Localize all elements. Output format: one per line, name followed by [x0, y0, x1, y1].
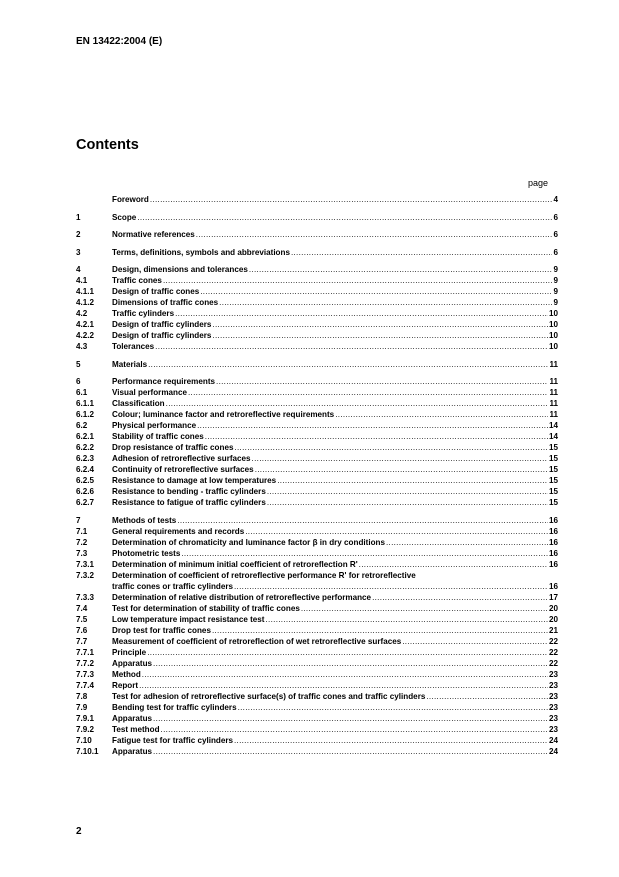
- toc-entry-number: 7.7.4: [76, 680, 95, 690]
- toc-entry-title: Foreword: [112, 195, 149, 204]
- toc-entry-title: Scope: [112, 212, 137, 222]
- toc-entry-title: Design of traffic cones: [112, 287, 200, 296]
- toc-leader-dots: [219, 297, 552, 308]
- toc-entry-number: 7.1: [76, 526, 88, 536]
- toc-leader-dots: [266, 614, 548, 625]
- page-number: 2: [76, 826, 82, 837]
- toc-entry-page: 16: [548, 559, 558, 569]
- toc-entry-page: 15: [548, 465, 558, 474]
- toc-leader-dots: [155, 341, 548, 352]
- toc-entry-page: 22: [548, 658, 558, 668]
- toc-entry-page: 21: [548, 625, 558, 635]
- toc-leader-dots: [197, 420, 548, 431]
- toc-leader-dots: [372, 592, 548, 603]
- toc-entry-page: 24: [548, 735, 558, 745]
- toc-entry-number: 6.1.2: [76, 410, 95, 419]
- toc-leader-dots: [161, 724, 548, 735]
- toc-leader-dots: [181, 548, 548, 559]
- toc-leader-dots: [234, 581, 548, 592]
- toc-entry[interactable]: [76, 515, 558, 526]
- toc-leader-dots: [249, 264, 553, 275]
- toc-leader-dots: [267, 497, 548, 508]
- toc-entry-number: 6.2.3: [76, 454, 95, 463]
- toc-entry-page: 20: [548, 614, 558, 624]
- toc-entry[interactable]: [76, 475, 558, 486]
- toc-leader-dots: [166, 398, 549, 409]
- toc-entry-title: Principle: [112, 647, 147, 657]
- toc-entry[interactable]: [76, 702, 558, 713]
- toc-leader-dots: [177, 515, 548, 526]
- toc-entry-number: 7.9: [76, 702, 88, 712]
- toc-entry-title: Test for adhesion of retroreflective surface(s) of traffic cones and traffic cylinders: [112, 691, 426, 701]
- toc-entry-number: 4.2: [76, 309, 88, 318]
- toc-entry-page: 15: [548, 476, 558, 485]
- toc-entry-title: Resistance to damage at low temperatures: [112, 476, 277, 485]
- toc-entry-title: Methods of tests: [112, 515, 177, 525]
- toc-entry-number: 7.6: [76, 625, 88, 635]
- toc-entry-number: 7.7: [76, 636, 88, 646]
- toc-entry-title: Resistance to bending - traffic cylinders: [112, 487, 266, 496]
- toc-entry-number: 6: [76, 377, 81, 386]
- toc-entry[interactable]: [76, 420, 558, 431]
- toc-entry-number: 6.2: [76, 421, 88, 430]
- toc-entry-page: 15: [548, 454, 558, 463]
- toc-entry-number: 7.8: [76, 691, 88, 701]
- toc-leader-dots: [139, 680, 548, 691]
- toc-entry-number: 6.1.1: [76, 399, 95, 408]
- toc-leader-dots: [234, 735, 548, 746]
- toc-entry[interactable]: [76, 264, 558, 275]
- toc-entry-number: 6.1: [76, 388, 88, 397]
- toc-entry-page: 10: [548, 331, 558, 340]
- toc-entry-number: 4.1: [76, 276, 88, 285]
- toc-entry-page: 20: [548, 603, 558, 613]
- toc-leader-dots: [175, 308, 548, 319]
- toc-leader-dots: [200, 286, 552, 297]
- page-column-label: page: [527, 178, 548, 188]
- toc-entry-page: 17: [548, 592, 558, 602]
- toc-entry-page: 16: [548, 548, 558, 558]
- toc-entry[interactable]: [76, 680, 558, 691]
- toc-entry-page: 24: [548, 746, 558, 756]
- document-header: EN 13422:2004 (E): [76, 36, 163, 47]
- toc-entry-title: Determination of chromaticity and luminance factor β in dry conditions: [112, 537, 385, 547]
- toc-entry-number: 7.7.2: [76, 658, 95, 668]
- toc-entry-number: 7.3.1: [76, 559, 95, 569]
- toc-entry-number: 3: [76, 247, 81, 257]
- toc-leader-dots: [216, 376, 548, 387]
- toc-entry[interactable]: [76, 526, 558, 537]
- toc-entry-page: 6: [553, 212, 558, 222]
- toc-leader-dots: [137, 212, 552, 223]
- toc-entry-page: 11: [549, 359, 558, 369]
- toc-leader-dots: [234, 442, 548, 453]
- toc-entry-title: Report: [112, 680, 139, 690]
- toc-leader-dots: [212, 330, 548, 341]
- toc-entry-title-continued: traffic cones or traffic cylinders: [112, 581, 233, 591]
- toc-entry-page: 11: [549, 388, 558, 397]
- toc-entry-number: 7.3.3: [76, 592, 95, 602]
- toc-leader-dots: [148, 359, 548, 370]
- toc-entry[interactable]: [76, 359, 558, 370]
- toc-entry-number: 2: [76, 230, 81, 239]
- toc-entry-page: 11: [549, 377, 558, 386]
- toc-entry-number: 7.4: [76, 603, 88, 613]
- toc-leader-dots: [245, 526, 548, 537]
- toc-entry-title: Classification: [112, 399, 165, 408]
- toc-entry-page: 9: [553, 265, 558, 274]
- toc-entry-number: 7.9.1: [76, 713, 95, 723]
- toc-entry-title: Determination of relative distribution of retroreflective performance: [112, 592, 372, 602]
- toc-entry[interactable]: [76, 442, 558, 453]
- toc-entry-title: Determination of minimum initial coefficient of retroreflection R': [112, 559, 358, 569]
- toc-entry-title: Colour; luminance factor and retroreflective requirements: [112, 410, 335, 419]
- toc-entry-title: Test for determination of stability of traffic cones: [112, 603, 300, 613]
- toc-entry[interactable]: [76, 409, 558, 420]
- toc-entry-page: 15: [548, 498, 558, 507]
- toc-entry-number: 4.2.1: [76, 320, 95, 329]
- toc-entry[interactable]: [76, 376, 558, 387]
- toc-entry-title: Continuity of retroreflective surfaces: [112, 465, 254, 474]
- toc-entry[interactable]: [76, 636, 558, 647]
- toc-entry[interactable]: [76, 341, 558, 352]
- toc-entry-number: 6.2.1: [76, 432, 95, 441]
- toc-entry-title: Resistance to fatigue of traffic cylinders: [112, 498, 266, 507]
- toc-leader-dots: [153, 658, 548, 669]
- toc-entry-number: 7.10: [76, 735, 92, 745]
- toc-entry-page: 16: [548, 526, 558, 536]
- toc-entry-title: Design of traffic cylinders: [112, 320, 212, 329]
- toc-leader-dots: [212, 319, 548, 330]
- toc-entry[interactable]: [76, 319, 558, 330]
- toc-entry[interactable]: [76, 431, 558, 442]
- toc-entry-page: 23: [548, 702, 558, 712]
- toc-entry-page: 14: [548, 432, 558, 441]
- toc-entry-page: 22: [548, 647, 558, 657]
- toc-entry-number: 6.2.2: [76, 443, 95, 452]
- toc-entry-number: 7.9.2: [76, 724, 95, 734]
- toc-leader-dots: [163, 275, 553, 286]
- toc-entry[interactable]: [76, 603, 558, 614]
- toc-entry-page: 4: [553, 195, 558, 204]
- toc-entry-number: 6.2.5: [76, 476, 95, 485]
- toc-entry-title: Visual performance: [112, 388, 187, 397]
- toc-entry[interactable]: [76, 548, 558, 559]
- toc-entry-number: 5: [76, 359, 81, 369]
- toc-entry-number: 7.3: [76, 548, 88, 558]
- toc-entry-number: 6.2.7: [76, 498, 95, 507]
- toc-entry[interactable]: [76, 647, 558, 658]
- toc-entry-number: 7.5: [76, 614, 88, 624]
- toc-entry-page: 11: [549, 410, 558, 419]
- toc-entry-number: 7.3.2: [76, 570, 95, 580]
- toc-leader-dots: [147, 647, 548, 658]
- toc-entry-number: 4.2.2: [76, 331, 95, 340]
- toc-entry[interactable]: [76, 724, 558, 735]
- toc-entry-page: 23: [548, 691, 558, 701]
- toc-entry[interactable]: [76, 625, 558, 636]
- toc-leader-dots: [277, 475, 548, 486]
- toc-entry-number: 7.7.3: [76, 669, 95, 679]
- toc-entry[interactable]: [76, 559, 558, 570]
- toc-leader-dots: [267, 486, 548, 497]
- toc-entry-page: 16: [548, 581, 558, 591]
- toc-entry[interactable]: [76, 247, 558, 258]
- toc-leader-dots: [359, 559, 548, 570]
- toc-entry-page: 9: [553, 287, 558, 296]
- toc-entry[interactable]: [76, 286, 558, 297]
- toc-entry-page: 23: [548, 724, 558, 734]
- toc-entry-number: 4: [76, 265, 81, 274]
- toc-entry[interactable]: [76, 614, 558, 625]
- toc-leader-dots: [205, 431, 548, 442]
- toc-entry-page: 10: [548, 342, 558, 351]
- toc-entry[interactable]: [76, 398, 558, 409]
- toc-entry-page: 10: [548, 309, 558, 318]
- toc-entry-title: Materials: [112, 359, 148, 369]
- toc-entry-title: Design of traffic cylinders: [112, 331, 212, 340]
- toc-entry-title: Low temperature impact resistance test: [112, 614, 265, 624]
- toc-entry-title: Photometric tests: [112, 548, 181, 558]
- toc-entry-page: 16: [548, 537, 558, 547]
- toc-entry-page: 22: [548, 636, 558, 646]
- toc-entry-title: General requirements and records: [112, 526, 245, 536]
- toc-entry-page: 6: [553, 247, 558, 257]
- toc-entry[interactable]: [76, 746, 558, 757]
- toc-entry[interactable]: [76, 387, 558, 398]
- toc-entry-page: 15: [548, 443, 558, 452]
- toc-entry[interactable]: [76, 735, 558, 746]
- table-of-contents: [76, 194, 558, 757]
- toc-entry[interactable]: [76, 537, 558, 548]
- toc-entry-title: Tolerances: [112, 342, 155, 351]
- toc-leader-dots: [291, 247, 553, 258]
- toc-entry-title: Physical performance: [112, 421, 197, 430]
- toc-entry[interactable]: [76, 669, 558, 680]
- toc-entry-title: Test method: [112, 724, 160, 734]
- toc-entry-title: Determination of coefficient of retroreflective performance R' for retroreflective: [112, 570, 416, 580]
- toc-entry[interactable]: [76, 570, 558, 592]
- toc-entry-title: Design, dimensions and tolerances: [112, 265, 248, 274]
- toc-entry-page: 14: [548, 421, 558, 430]
- toc-entry-page: 16: [548, 515, 558, 525]
- toc-entry[interactable]: [76, 464, 558, 475]
- toc-leader-dots: [426, 691, 548, 702]
- toc-entry-page: 9: [553, 298, 558, 307]
- toc-leader-dots: [238, 702, 548, 713]
- toc-entry[interactable]: [76, 691, 558, 702]
- toc-entry-page: 23: [548, 713, 558, 723]
- toc-entry-page: 23: [548, 669, 558, 679]
- toc-entry[interactable]: [76, 330, 558, 341]
- toc-entry-title: Dimensions of traffic cones: [112, 298, 219, 307]
- toc-entry-title: Drop test for traffic cones: [112, 625, 211, 635]
- toc-entry-title: Fatigue test for traffic cylinders: [112, 735, 233, 745]
- toc-entry[interactable]: [76, 497, 558, 508]
- toc-leader-dots: [153, 746, 548, 757]
- toc-entry-title: Measurement of coefficient of retroreflection of wet retroreflective surfaces: [112, 636, 402, 646]
- toc-entry-number: 7.10.1: [76, 746, 99, 756]
- toc-entry[interactable]: [76, 658, 558, 669]
- toc-entry-page: 23: [548, 680, 558, 690]
- toc-entry-page: 15: [548, 487, 558, 496]
- toc-entry-number: 1: [76, 212, 81, 222]
- toc-entry-number: 6.2.4: [76, 465, 95, 474]
- toc-entry-title: Adhesion of retroreflective surfaces: [112, 454, 251, 463]
- toc-entry-page: 11: [549, 399, 558, 408]
- toc-entry-page: 10: [548, 320, 558, 329]
- toc-entry-title: Stability of traffic cones: [112, 432, 204, 441]
- page-title: Contents: [76, 137, 139, 153]
- toc-entry-title: Traffic cylinders: [112, 309, 175, 318]
- toc-entry-number: 6.2.6: [76, 487, 95, 496]
- toc-entry-page: 9: [553, 276, 558, 285]
- toc-entry-number: 7.2: [76, 537, 88, 547]
- toc-entry-number: 4.1.2: [76, 298, 95, 307]
- toc-entry-title: Bending test for traffic cylinders: [112, 702, 237, 712]
- toc-leader-dots: [402, 636, 548, 647]
- toc-entry-title: Method: [112, 669, 141, 679]
- toc-entry[interactable]: [76, 713, 558, 724]
- toc-entry-title: Terms, definitions, symbols and abbreviations: [112, 247, 290, 257]
- toc-entry-number: 7.7.1: [76, 647, 95, 657]
- toc-entry[interactable]: [76, 308, 558, 319]
- toc-entry-title: Drop resistance of traffic cones: [112, 443, 234, 452]
- toc-leader-dots: [301, 603, 548, 614]
- toc-leader-dots: [142, 669, 548, 680]
- toc-entry-title: Apparatus: [112, 713, 153, 723]
- toc-entry-number: 7: [76, 515, 81, 525]
- toc-entry-number: 4.1.1: [76, 287, 95, 296]
- toc-leader-dots: [153, 713, 548, 724]
- toc-entry-title: Traffic cones: [112, 276, 162, 285]
- toc-leader-dots: [255, 464, 548, 475]
- toc-leader-dots: [212, 625, 548, 636]
- toc-entry[interactable]: [76, 212, 558, 223]
- toc-entry-title: Apparatus: [112, 658, 153, 668]
- toc-leader-dots: [150, 194, 553, 205]
- toc-entry-number: 4.3: [76, 342, 88, 351]
- toc-entry-page: 6: [553, 230, 558, 239]
- toc-leader-dots: [196, 229, 553, 240]
- toc-entry-title: Performance requirements: [112, 377, 216, 386]
- toc-leader-dots: [335, 409, 548, 420]
- toc-leader-dots: [252, 453, 548, 464]
- toc-leader-dots: [386, 537, 548, 548]
- toc-entry[interactable]: [76, 486, 558, 497]
- toc-leader-dots: [188, 387, 548, 398]
- toc-entry[interactable]: [76, 592, 558, 603]
- toc-entry[interactable]: [76, 453, 558, 464]
- toc-entry[interactable]: [76, 275, 558, 286]
- toc-entry-title: Apparatus: [112, 746, 153, 756]
- toc-entry[interactable]: [76, 297, 558, 308]
- toc-entry[interactable]: [76, 229, 558, 240]
- toc-entry[interactable]: [76, 194, 558, 205]
- toc-entry-title: Normative references: [112, 230, 195, 239]
